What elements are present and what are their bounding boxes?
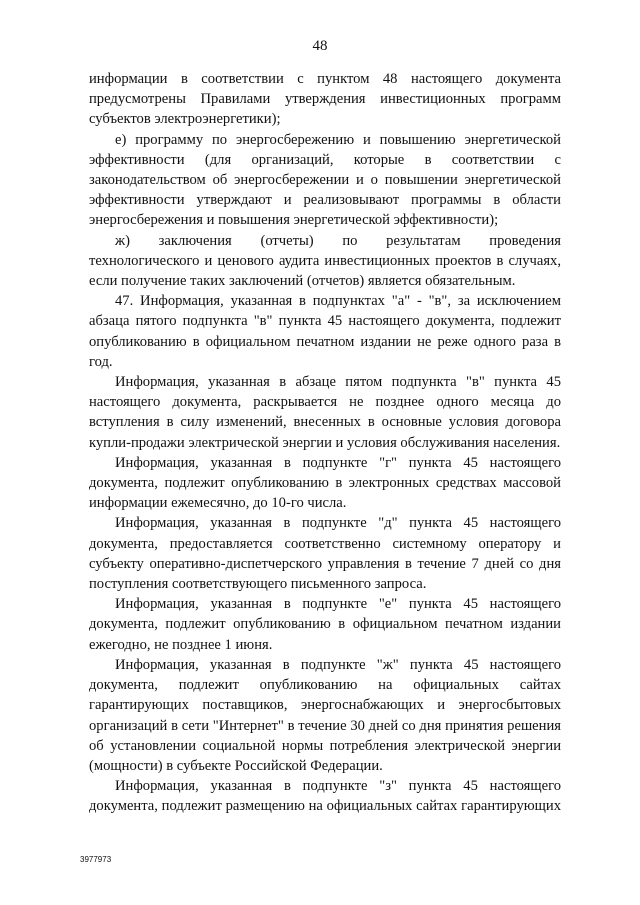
text-line: Информация, указанная в подпункте "е" пункта 45 настоящего (115, 596, 561, 613)
text-line: Информация, указанная в подпункте "г" пункта 45 настоящего (115, 454, 561, 471)
text-line: организаций в сети "Интернет" в течение 30 дней со дня принятия решения (89, 717, 561, 734)
text-line: Информация, указанная в подпункте "д" пункта 45 настоящего (115, 515, 561, 532)
text-line: документа, предоставляется соответственно системному оператору и (89, 535, 561, 552)
text-line: настоящего документа, раскрывается не позднее одного месяца до (89, 394, 561, 411)
text-line: Информация, указанная в подпункте "ж" пункта 45 настоящего (115, 656, 561, 673)
paragraph-item-e (89, 130, 561, 231)
text-line: Информация, указанная в подпункте "з" пункта 45 настоящего (115, 778, 561, 795)
text-line: год. (89, 353, 113, 370)
paragraph-info-z (89, 776, 561, 816)
text-line: эффективности (для организаций, которые в соответствии с (89, 151, 561, 168)
text-line: субъекту оперативно-диспетчерского управления в течение 7 дней со дня (89, 555, 561, 572)
text-line: гарантирующих поставщиков, энергоснабжающих и энергосбытовых (89, 697, 561, 714)
text-line: если получение таких заключений (отчетов) является обязательным. (89, 273, 516, 290)
text-line: об установлении социальной нормы потребления электрической энергии (89, 737, 561, 754)
text-line: вступления в силу изменений, внесенных в основные условия договора (89, 414, 561, 431)
document-body (89, 69, 561, 817)
text-line: документа, подлежит опубликованию в электронных средствах массовой (89, 475, 561, 492)
text-line: эффективности утверждают и реализовывают программы в области (89, 192, 561, 209)
text-line: субъектов электроэнергетики); (89, 111, 281, 128)
paragraph-info-g (89, 453, 561, 514)
text-line: документа, подлежит опубликованию на официальных сайтах (89, 677, 561, 694)
text-line: документа, подлежит размещению на официальных сайтах гарантирующих (89, 798, 561, 815)
text-line: документа, подлежит опубликованию в официальном печатном издании (89, 616, 561, 633)
text-line: информации ежемесячно, до 10-го числа. (89, 495, 347, 512)
text-line: (мощности) в субъекте Российской Федерации. (89, 757, 383, 774)
paragraph-info-d (89, 513, 561, 594)
text-line: законодательством об энергосбережении и о повышении энергетической (89, 172, 561, 189)
paragraph-info-e (89, 594, 561, 655)
paragraph-info-zh (89, 655, 561, 776)
text-line: купли-продажи электрической энергии и условия обслуживания населения. (89, 434, 561, 451)
text-line: Информация, указанная в абзаце пятом подпункта "в" пункта 45 (115, 374, 561, 391)
paragraph-item-zh (89, 231, 561, 292)
text-line: абзаца пятого подпункта "в" пункта 45 настоящего документа, подлежит (89, 313, 561, 330)
document-id: 3977973 (80, 855, 112, 864)
text-line: информации в соответствии с пунктом 48 настоящего документа (89, 71, 561, 87)
text-line: поступления соответствующего письменного запроса. (89, 576, 427, 593)
paragraph-47 (89, 291, 561, 372)
text-line: ежегодно, не позднее 1 июня. (89, 636, 273, 653)
paragraph-info-v (89, 372, 561, 453)
text-line: энергосбережения и повышения энергетической эффективности); (89, 212, 499, 229)
paragraph-continuation (89, 69, 561, 130)
text-line: опубликованию в официальном печатном издании не реже одного раза в (89, 333, 561, 350)
page-number: 48 (312, 38, 328, 54)
text-line: е) программу по энергосбережению и повышению энергетической (115, 131, 561, 148)
text-line: предусмотрены Правилами утверждения инвестиционных программ (89, 91, 561, 108)
text-line: технологического и ценового аудита инвестиционных проектов в случаях, (89, 252, 561, 269)
text-line: ж) заключения (отчеты) по результатам проведения (115, 232, 561, 249)
text-line: 47. Информация, указанная в подпунктах "а" - "в", за исключением (115, 293, 561, 310)
